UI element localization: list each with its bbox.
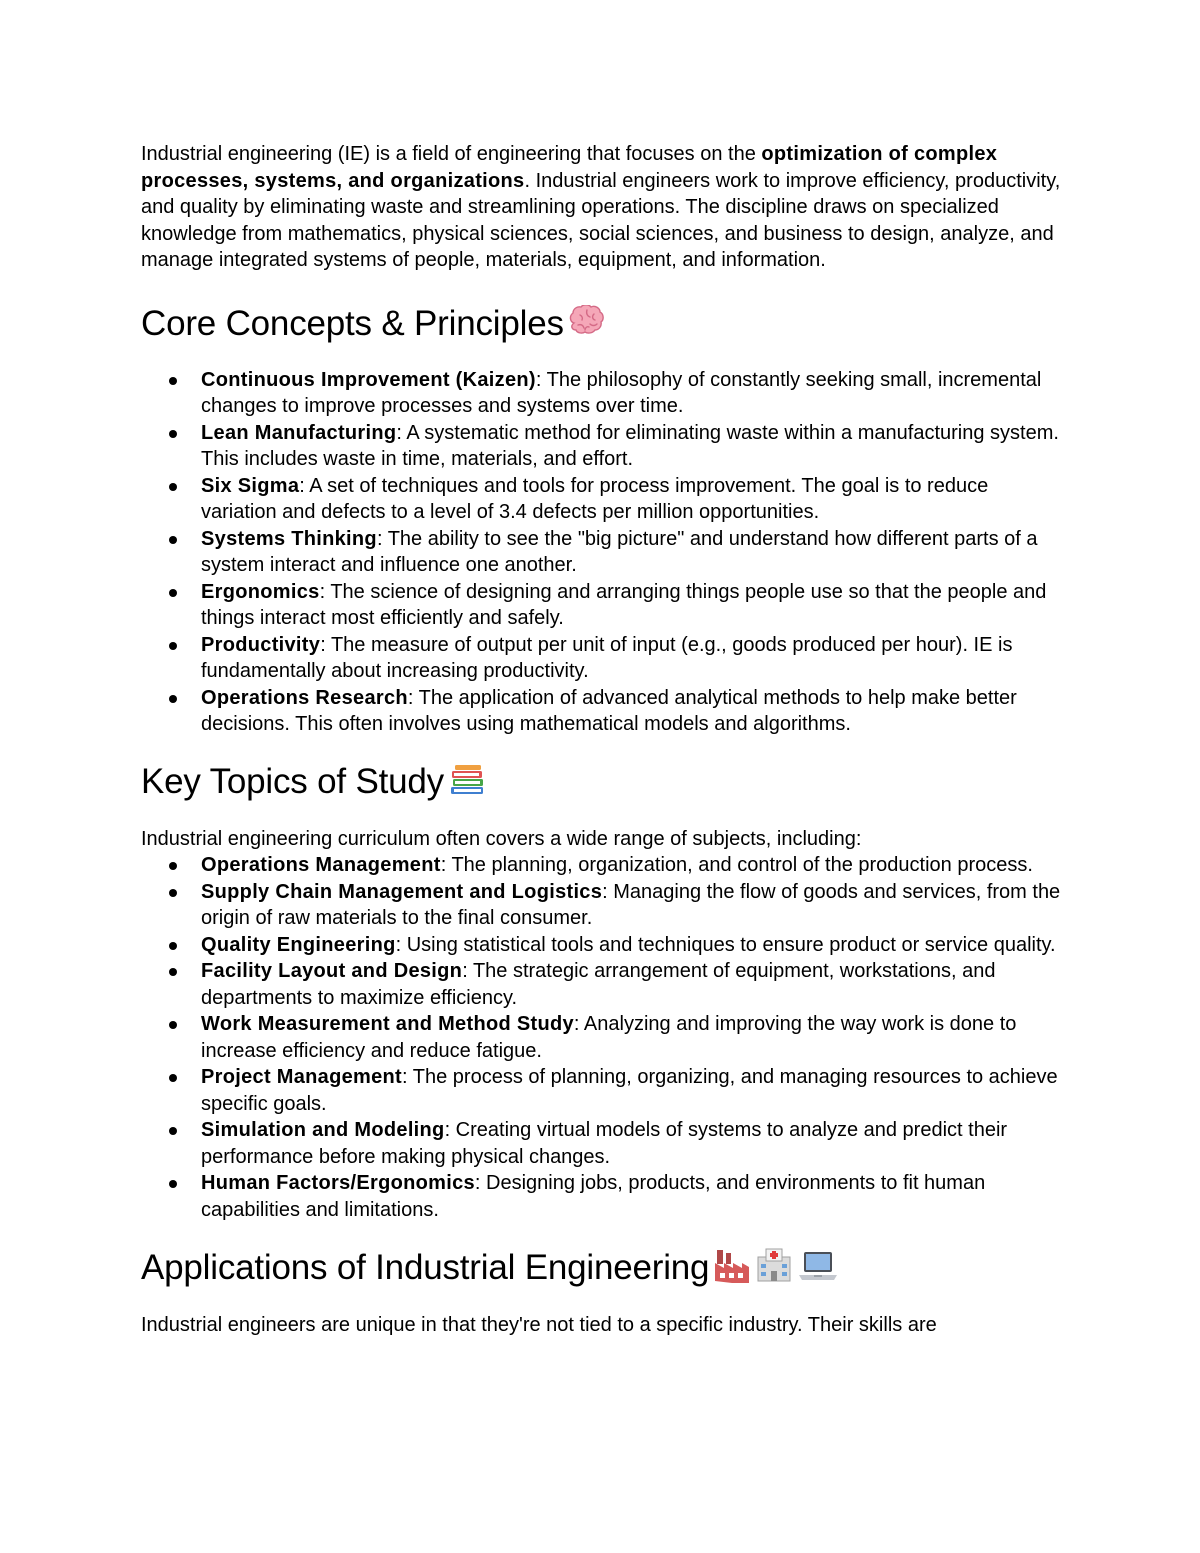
brain-icon xyxy=(568,305,606,348)
list-item: Simulation and Modeling: Creating virtual models of systems to analyze and predict their performance before making physical changes. xyxy=(141,1117,1061,1170)
hospital-icon xyxy=(755,1247,793,1292)
intro-text-rest: . Industrial engineers work to improve efficiency, productivity, and quality by eliminating waste and streamlining operations. The discipline draws on specialized knowledge from mathematics, physical sciences, social sciences, and business to design, analyze, and manage integrated systems of people, materials, equipment, and information. xyxy=(141,169,1061,271)
list-item: Work Measurement and Method Study: Analyzing and improving the way work is done to increase efficiency and reduce fatigue. xyxy=(141,1011,1061,1064)
document-page xyxy=(141,141,1061,1339)
key-topics-list xyxy=(141,852,1061,1223)
applications-lead: Industrial engineers are unique in that they're not tied to a specific industry. Their skills are xyxy=(141,1314,937,1336)
list-item: Lean Manufacturing: A systematic method for eliminating waste within a manufacturing system. This includes waste in time, materials, and effort. xyxy=(141,420,1061,473)
intro-bold-text: optimization of complex processes, systems, and organizations xyxy=(141,143,998,192)
list-item: Six Sigma: A set of techniques and tools for process improvement. The goal is to reduce variation and defects to a level of 3.4 defects per million opportunities. xyxy=(141,473,1061,526)
laptop-icon xyxy=(797,1247,839,1292)
list-item: Quality Engineering: Using statistical tools and techniques to ensure product or service quality. xyxy=(141,932,1061,959)
list-item: Operations Management: The planning, organization, and control of the production process. xyxy=(141,852,1061,879)
core-concepts-heading-text: Core Concepts & Principles xyxy=(141,303,564,343)
list-item: Human Factors/Ergonomics: Designing jobs, products, and environments to fit human capabilities and limitations. xyxy=(141,1170,1061,1223)
key-topics-heading xyxy=(141,762,1061,806)
applications-heading xyxy=(141,1247,1061,1292)
list-item: Operations Research: The application of advanced analytical methods to help make better decisions. This often involves using mathematical models and algorithms. xyxy=(141,685,1061,738)
core-concepts-heading xyxy=(141,304,1061,348)
list-item: Productivity: The measure of output per unit of input (e.g., goods produced per hour). IE is fundamentally about increasing productivity. xyxy=(141,632,1061,685)
topics-lead: Industrial engineering curriculum often covers a wide range of subjects, including: xyxy=(141,827,862,850)
key-topics-heading-text: Key Topics of Study xyxy=(141,761,444,801)
intro-text: Industrial engineering (IE) is a field of engineering that focuses on the xyxy=(141,143,762,165)
list-item: Project Management: The process of planning, organizing, and managing resources to achieve specific goals. xyxy=(141,1064,1061,1117)
list-item: Facility Layout and Design: The strategic arrangement of equipment, workstations, and departments to maximize efficiency. xyxy=(141,958,1061,1011)
applications-heading-text: Applications of Industrial Engineering xyxy=(141,1248,710,1287)
list-item: Systems Thinking: The ability to see the "big picture" and understand how different parts of a system interact and influence one another. xyxy=(141,526,1061,579)
core-concepts-list xyxy=(141,367,1061,738)
books-icon xyxy=(448,763,486,806)
list-item: Continuous Improvement (Kaizen): The philosophy of constantly seeking small, incremental changes to improve processes and systems over time. xyxy=(141,367,1061,420)
factory-icon xyxy=(713,1247,751,1292)
list-item: Ergonomics: The science of designing and arranging things people use so that the people and things interact most efficiently and safely. xyxy=(141,579,1061,632)
intro-paragraph xyxy=(141,141,1061,274)
list-item: Supply Chain Management and Logistics: Managing the flow of goods and services, from the origin of raw materials to the final consumer. xyxy=(141,879,1061,932)
